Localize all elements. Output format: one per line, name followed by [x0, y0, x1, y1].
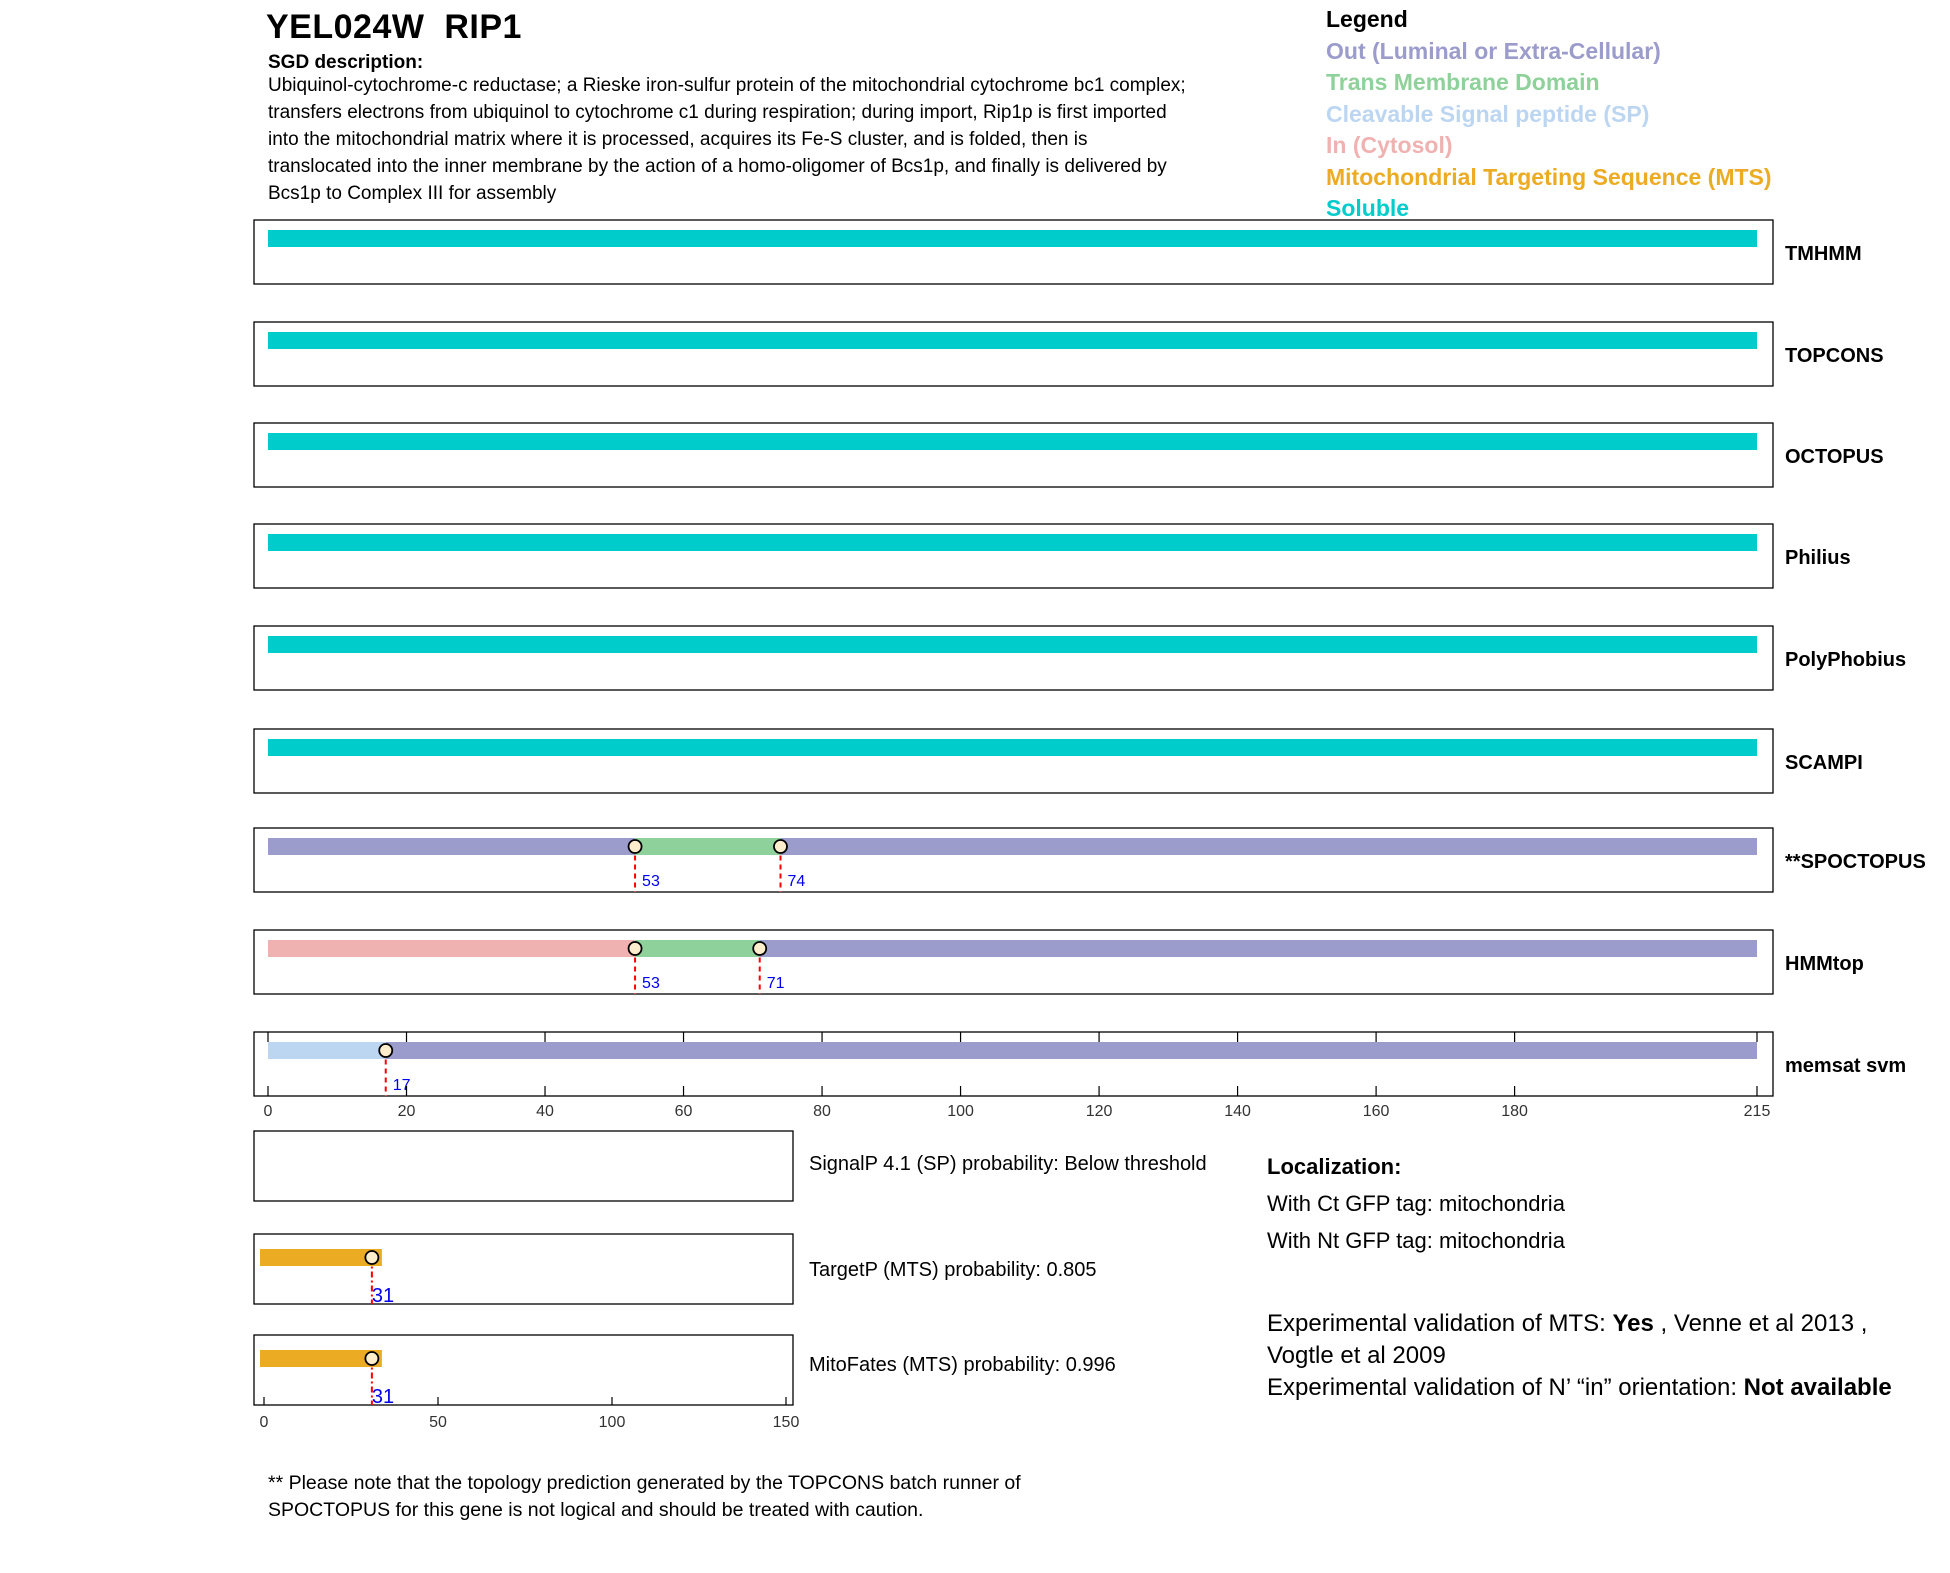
track-frame-memsat-svm — [254, 1032, 1773, 1096]
x-tick-label-60: 60 — [674, 1103, 693, 1120]
marker-label-spoctopus-1: 74 — [787, 873, 806, 890]
segment-philius-0 — [268, 534, 1757, 551]
track-label-philius: Philius — [1785, 547, 1851, 569]
description-line: Bcs1p to Complex III for assembly — [268, 183, 557, 204]
track-label-topcons: TOPCONS — [1785, 345, 1884, 367]
segment-memsat-svm-1 — [386, 1042, 1757, 1059]
x-tick-label-20: 20 — [397, 1103, 416, 1120]
x-tick-label-40: 40 — [536, 1103, 554, 1120]
prob-marker-label-mitofates-0: 31 — [371, 1386, 395, 1408]
segment-spoctopus-0 — [268, 838, 635, 855]
orientation-validation-prefix: Experimental validation of N’ “in” orientation: — [1267, 1374, 1744, 1401]
x-tick-label-180: 180 — [1501, 1103, 1528, 1120]
track-label-tmhmm: TMHMM — [1785, 243, 1862, 265]
segment-polyphobius-0 — [268, 636, 1757, 653]
legend-item-sp: Cleavable Signal peptide (SP) — [1326, 100, 1650, 127]
marker-point-hmmtop-1 — [753, 942, 766, 955]
prob-x-tick-label-0: 0 — [259, 1414, 269, 1431]
x-tick-label-140: 140 — [1224, 1103, 1251, 1120]
prob-marker-label-targetp-0: 31 — [371, 1285, 395, 1307]
marker-label-hmmtop-0: 53 — [642, 975, 660, 992]
localization-panel — [1267, 1148, 1565, 1259]
localization-ct: With Ct GFP tag: mitochondria — [1267, 1191, 1565, 1216]
prob-x-tick-label-150: 150 — [772, 1414, 800, 1431]
track-label-memsat-svm: memsat svm — [1785, 1055, 1907, 1077]
marker-label-hmmtop-1: 71 — [766, 975, 785, 992]
marker-point-memsat-svm-0 — [379, 1044, 392, 1057]
validation-panel — [1267, 1308, 1907, 1404]
segment-spoctopus-2 — [780, 838, 1757, 855]
orientation-validation — [1267, 1372, 1907, 1404]
footnote — [268, 1470, 1128, 1524]
legend-item-in: In (Cytosol) — [1326, 132, 1453, 158]
mts-validation-prefix: Experimental validation of MTS: — [1267, 1310, 1613, 1337]
track-frame-scampi — [254, 729, 1773, 793]
description-line: translocated into the inner membrane by the action of a homo-oligomer of Bcs1p, and finally is delivered by — [268, 156, 1167, 177]
orientation-validation-value: Not available — [1743, 1374, 1892, 1401]
segment-topcons-0 — [268, 332, 1757, 349]
x-tick-label-120: 120 — [1085, 1103, 1113, 1120]
segment-spoctopus-1 — [635, 838, 780, 855]
track-label-scampi: SCAMPI — [1785, 752, 1863, 774]
prob-frame-mitofates — [254, 1335, 793, 1405]
x-tick-label-160: 160 — [1362, 1103, 1390, 1120]
segment-hmmtop-1 — [635, 940, 760, 957]
track-frame-tmhmm — [254, 220, 1773, 284]
footnote-line: ** Please note that the topology prediction generated by the TOPCONS batch runner of — [268, 1472, 1021, 1494]
segment-memsat-svm-0 — [268, 1042, 386, 1059]
track-frame-polyphobius — [254, 626, 1773, 690]
footnote-line: SPOCTOPUS for this gene is not logical and should be treated with caution. — [268, 1499, 924, 1521]
description-heading: SGD description: — [268, 52, 424, 73]
targetp-label: TargetP (MTS) probability: 0.805 — [809, 1259, 1097, 1281]
segment-hmmtop-2 — [760, 940, 1757, 957]
track-frame-spoctopus — [254, 828, 1773, 892]
marker-point-spoctopus-0 — [629, 840, 642, 853]
marker-point-hmmtop-0 — [629, 942, 642, 955]
prob-frame-targetp — [254, 1234, 793, 1304]
legend-item-mts: Mitochondrial Targeting Sequence (MTS) — [1326, 163, 1772, 190]
track-frame-philius — [254, 524, 1773, 588]
localization-nt: With Nt GFP tag: mitochondria — [1267, 1228, 1565, 1253]
track-frame-hmmtop — [254, 930, 1773, 994]
description-line: into the mitochondrial matrix where it is processed, acquires its Fe-S cluster, and is folded, then is — [268, 129, 1088, 150]
localization-title: Localization: — [1267, 1154, 1402, 1179]
marker-label-memsat-svm-0: 17 — [392, 1077, 411, 1094]
mts-validation-value: Yes — [1612, 1310, 1654, 1337]
legend-title: Legend — [1326, 6, 1408, 32]
description-line: Ubiquinol-cytochrome-c reductase; a Rieske iron-sulfur protein of the mitochondrial cytochrome bc1 complex; — [268, 75, 1186, 96]
track-label-polyphobius: PolyPhobius — [1785, 649, 1907, 671]
track-label-spoctopus: **SPOCTOPUS — [1785, 851, 1926, 873]
segment-tmhmm-0 — [268, 230, 1757, 247]
prob-segment-mitofates-0 — [260, 1350, 382, 1367]
marker-point-spoctopus-1 — [774, 840, 787, 853]
track-frame-octopus — [254, 423, 1773, 487]
x-tick-label-0: 0 — [263, 1103, 273, 1120]
track-frame-topcons — [254, 322, 1773, 386]
track-label-hmmtop: HMMtop — [1785, 953, 1864, 975]
signalp-label: SignalP 4.1 (SP) probability: Below threshold — [809, 1153, 1207, 1175]
legend-item-soluble: Soluble — [1326, 195, 1410, 221]
track-label-octopus: OCTOPUS — [1785, 446, 1884, 468]
segment-octopus-0 — [268, 433, 1757, 450]
mts-validation-refs: , Venne et al 2013 , Vogtle et al 2009 — [1267, 1310, 1868, 1369]
x-tick-label-80: 80 — [813, 1103, 831, 1120]
x-tick-label-100: 100 — [947, 1103, 974, 1120]
legend-item-tm: Trans Membrane Domain — [1326, 69, 1600, 95]
segment-scampi-0 — [268, 739, 1757, 756]
prob-segment-targetp-0 — [260, 1249, 382, 1266]
description-line: transfers electrons from ubiquinol to cytochrome c1 during respiration; during import, Rip1p is first imported — [268, 102, 1167, 123]
prob-x-tick-label-100: 100 — [598, 1414, 626, 1431]
prob-marker-point-mitofates-0 — [365, 1352, 378, 1365]
mitofates-label: MitoFates (MTS) probability: 0.996 — [809, 1354, 1116, 1376]
prob-marker-point-targetp-0 — [365, 1251, 378, 1264]
gene-title: YEL024W RIP1 — [266, 8, 522, 46]
marker-label-spoctopus-0: 53 — [642, 873, 660, 890]
segment-hmmtop-0 — [268, 940, 635, 957]
legend-item-out: Out (Luminal or Extra-Cellular) — [1326, 37, 1661, 64]
mts-validation — [1267, 1308, 1907, 1372]
prob-x-tick-label-50: 50 — [429, 1414, 447, 1431]
prob-frame-signalp — [254, 1131, 793, 1201]
x-tick-label-215: 215 — [1743, 1103, 1771, 1120]
